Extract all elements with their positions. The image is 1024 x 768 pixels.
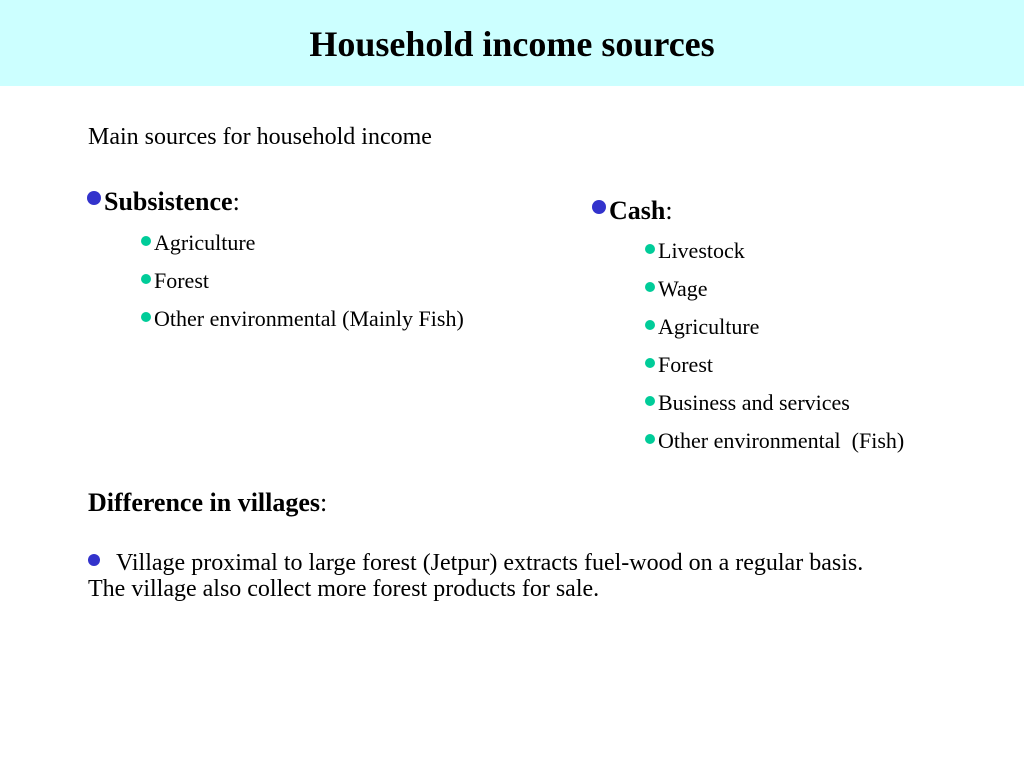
list-item-label: Wage <box>658 276 708 301</box>
difference-paragraph <box>88 550 888 602</box>
list-item <box>141 262 464 300</box>
bullet-dot-icon <box>645 282 655 292</box>
subsistence-list <box>141 224 464 338</box>
bullet-dot-icon <box>592 200 606 214</box>
list-item <box>645 232 904 270</box>
list-item <box>141 224 464 262</box>
list-item <box>141 300 464 338</box>
bullet-dot-icon <box>645 244 655 254</box>
subsistence-heading-label: Subsistence <box>104 187 233 216</box>
difference-heading-label: Difference in villages <box>88 488 321 517</box>
bullet-dot-icon <box>645 434 655 444</box>
bullet-dot-icon <box>141 274 151 284</box>
difference-heading-colon: : <box>320 488 328 517</box>
bullet-dot-icon <box>141 312 151 322</box>
list-item-label: Forest <box>154 268 209 293</box>
subsistence-heading-colon: : <box>232 187 240 216</box>
list-item-label: Other environmental (Fish) <box>658 428 905 453</box>
slide-title: Household income sources <box>309 24 715 64</box>
list-item <box>645 422 904 460</box>
cash-heading <box>592 196 673 226</box>
list-item <box>645 346 904 384</box>
list-item-label: Agriculture <box>154 230 256 255</box>
difference-paragraph-text: Village proximal to large forest (Jetpur) extracts fuel-wood on a regular basis. The village also collect more forest products for sale. <box>88 550 864 602</box>
list-item-label: Other environmental (Mainly Fish) <box>154 306 464 331</box>
bullet-dot-icon <box>88 554 100 566</box>
cash-list <box>645 232 904 460</box>
bullet-dot-icon <box>645 320 655 330</box>
list-item-label: Livestock <box>658 238 745 263</box>
list-item <box>645 308 904 346</box>
list-item <box>645 384 904 422</box>
bullet-dot-icon <box>141 236 151 246</box>
intro-text: Main sources for household income <box>88 124 432 150</box>
list-item <box>645 270 904 308</box>
subsistence-heading <box>87 187 240 217</box>
list-item-label: Business and services <box>658 390 850 415</box>
bullet-dot-icon <box>645 396 655 406</box>
cash-heading-label: Cash <box>609 196 666 225</box>
list-item-label: Agriculture <box>658 314 760 339</box>
difference-heading <box>88 488 327 518</box>
bullet-dot-icon <box>645 358 655 368</box>
list-item-label: Forest <box>658 352 713 377</box>
bullet-dot-icon <box>87 191 101 205</box>
cash-heading-colon: : <box>665 196 673 225</box>
